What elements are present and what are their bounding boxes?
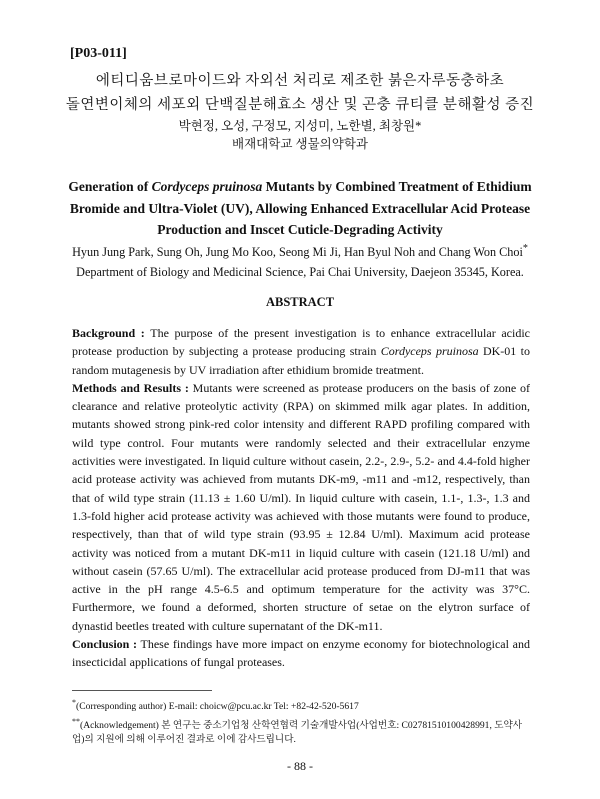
conclusion-label: Conclusion : [72, 637, 138, 652]
abstract-body [72, 324, 530, 672]
abstract-code: [P03-011] [70, 46, 127, 61]
footnote-1-text: (Corresponding author) E-mail: choicw@pcu.ac.kr Tel: +82-42-520-5617 [76, 701, 359, 713]
conclusion-text: These findings have more impact on enzyme economy for biotechnological and insecticidal applications of fungal proteases. [72, 637, 530, 670]
background-paragraph [72, 324, 530, 379]
methods-paragraph [72, 379, 530, 635]
english-authors-names: Hyun Jung Park, Sung Oh, Jung Mo Koo, Seong Mi Ji, Han Byul Noh and Chang Won Choi [72, 245, 523, 260]
english-authors [0, 243, 600, 260]
background-text-pre: The purpose of the present investigation is to enhance extracellular acidic protease production by subjecting a protease producing strain [72, 326, 530, 359]
background-species: Cordyceps pruinosa [380, 344, 479, 359]
methods-label: Methods and Results : [72, 380, 189, 395]
english-title-prefix: Generation of [68, 179, 152, 194]
english-affiliation: Department of Biology and Medicinal Science, Pai Chai University, Daejeon 35345, Korea. [76, 265, 524, 279]
footnote-1-mark: * [72, 698, 76, 707]
footnote-2-mark: ** [72, 717, 80, 727]
english-title-species: Cordyceps pruinosa [151, 179, 263, 194]
korean-authors: 박현정, 오성, 구정모, 지성미, 노한별, 최창원* [178, 119, 422, 133]
footnote-corresponding [72, 696, 532, 714]
background-text-post: DK-01 to random mutagenesis by UV irradiation after ethidium bromide treatment. [72, 344, 530, 377]
english-title-line-3: Production and Inscet Cuticle-Degrading Activity [157, 222, 443, 237]
methods-text: Mutants were screened as protease producers on the basis of zone of clearance and relative proteolytic activity (RPA) on skimmed milk agar plates. In addition, mutants showed strong pink-red color intensity and different RAPD profiling compared with wild type control. Four mutants were randomly selected and their extracellular enzyme activities were investigated. In liquid culture without casein, 2.2-, 2.9-, 5.2- and 4.4-fold higher acid protease activity was achieved from mutants DK-m9, -m11 and -m12, respectively, than that of wild type strain (11.13 ± 1.60 U/ml). In liquid culture with casein, 1.1-, 1.3-, 1.3 and 1.3-fold higher acid protease activity was achieved with those mutants were found to produce, respectively, than that of wild type strain (93.95 ± 12.84 U/ml). Maximum acid protease activity was noticed from a mutant DK-m11 in liquid culture with casein (121.18 U/ml) and without casein (57.65 U/ml). The extracellular acid protease produced from DJ-m11 that was active in the pH range 4.5-6.5 and optimum temperature for the activity was 37°C. Furthermore, we found a deformed, shorten structure of setae on the elytron surface of dynastid beetles treated with culture supernatant of the DK-m11. [72, 380, 530, 633]
korean-title-line-1: 에티디움브로마이드와 자외선 처리로 제조한 붉은자루동충하초 [95, 73, 505, 89]
footnote-divider [72, 690, 212, 691]
footnote-acknowledgement [72, 715, 532, 747]
english-title-suffix: Mutants by Combined Treatment of Ethidium [262, 179, 532, 194]
english-title-line-1 [0, 179, 600, 195]
page-number: - 88 - [287, 759, 313, 773]
background-label: Background : [72, 326, 145, 340]
footnote-2-text: (Acknowledgement) 본 연구는 중소기업청 산학연협력 기술개발사업(사업번호: C0278151010042899​1, 도약사업)의 지원에 의해 이루어진 결과로 이에 감사드립니다. [72, 720, 523, 746]
corresponding-author-mark: * [522, 243, 528, 254]
korean-affiliation: 배재대학교 생물의약학과 [232, 137, 368, 151]
english-title-line-2: Bromide and Ultra-Violet (UV), Allowing Enhanced Extracellular Acid Protease [69, 201, 531, 216]
conclusion-paragraph [72, 635, 530, 672]
footnotes [72, 696, 532, 748]
abstract-heading: ABSTRACT [265, 295, 335, 309]
korean-title-line-2: 돌연변이체의 세포외 단백질분해효소 생산 및 곤충 큐티클 분해활성 증진 [65, 97, 535, 113]
